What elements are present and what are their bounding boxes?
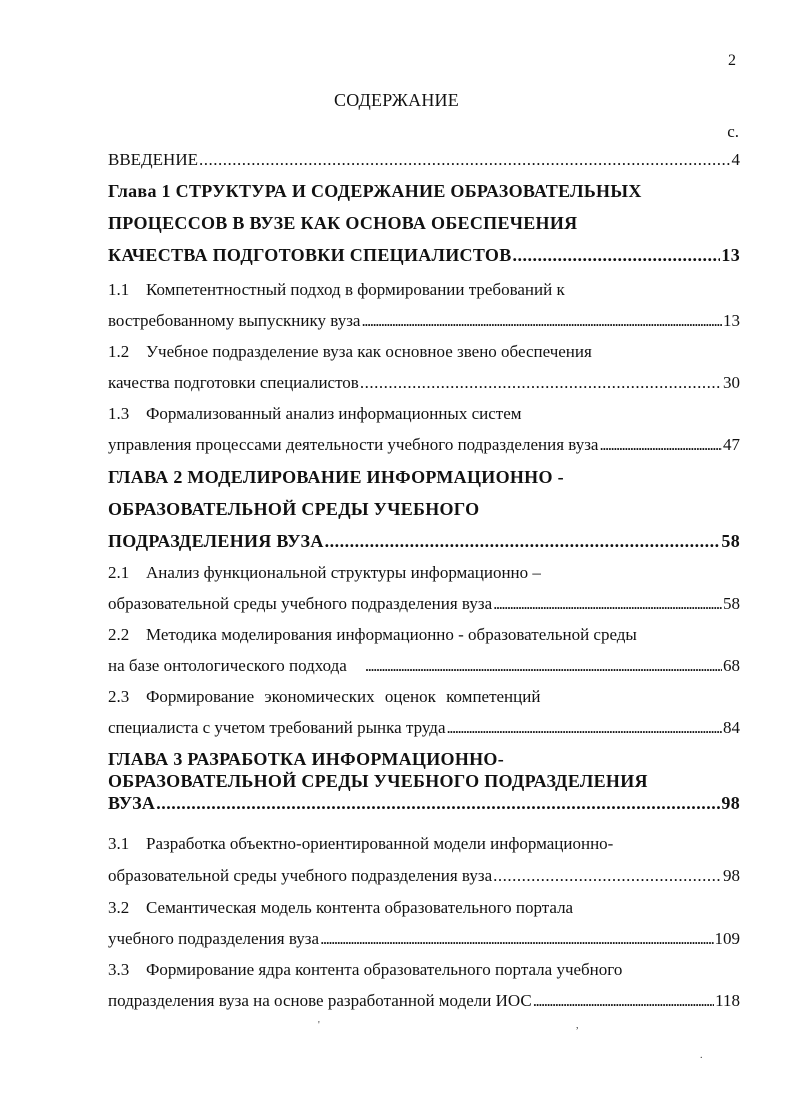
toc-entry-text: образовательной среды учебного подразделения вуза [108,866,493,885]
toc-entry-text: качества подготовки специалистов [108,373,359,392]
toc-entry-page: 109 [714,929,740,948]
toc-section-number: 1.3 [108,404,130,423]
toc-entry-page: 58 [721,531,740,551]
toc-entry-page: 84 [723,718,740,737]
toc-section-number: 2.3 [108,687,130,706]
toc-section-number: 2.1 [108,563,130,582]
toc-entry-text: Формирование экономических оценок компетенций [146,687,541,706]
toc-section [108,960,740,984]
toc-entry-text: Анализ функциональной структуры информационно – [146,563,541,582]
toc-entry-text: образовательной среды учебного подразделения вуза [108,594,493,613]
toc-entry-text: Методика моделирования информационно - образовательной среды [146,625,637,644]
toc-leader [156,793,720,814]
toc-leader [493,866,722,886]
toc-section [108,373,740,397]
toc-section-number: 3.2 [108,898,130,917]
toc-section [108,435,740,459]
toc-leader [360,373,722,393]
toc-entry-page: 30 [723,373,740,392]
toc-chapter-heading [108,771,740,795]
toc-entry-text: Формирование ядра контента образовательного портала учебного [146,960,623,979]
toc-chapter-heading [108,245,740,269]
toc-entry-text: Формализованный анализ информационных систем [146,404,522,423]
toc-entry-text: подразделения вуза на основе разработанной модели ИОС [108,991,532,1010]
toc-section [108,656,740,680]
toc-chapter-heading [108,499,740,523]
toc-chapter-heading [108,793,740,817]
toc-chapter-heading [108,531,740,555]
toc-leader [325,531,721,552]
toc-section [108,280,740,304]
toc-section-number: 1.1 [108,280,130,299]
toc-entry-page: 13 [721,245,740,265]
toc-section [108,866,740,890]
toc-entry-text: ВУЗА [108,793,156,813]
toc-leader [361,311,722,331]
toc-section [108,991,740,1015]
toc-entry-page: 68 [723,656,740,675]
toc-entry-text: управления процессами деятельности учебного подразделения вуза [108,435,599,454]
toc-entry-text: специалиста с учетом требований рынка труда [108,718,446,737]
toc-section-number: 2.2 [108,625,130,644]
toc-entry-text: учебного подразделения вуза [108,929,320,948]
toc-section [108,625,740,649]
toc-leader [513,245,721,266]
page-title: СОДЕРЖАНИЕ [334,90,459,110]
toc-entry-page: 118 [715,991,740,1010]
toc-section [108,594,740,618]
toc-section [108,687,740,711]
toc-entry-text: востребованному выпускнику вуза [108,311,361,330]
scan-speck: , [576,1020,579,1031]
toc-entry-text: ОБРАЗОВАТЕЛЬНОЙ СРЕДЫ УЧЕБНОГО [108,499,480,519]
toc-leader [599,435,722,455]
toc-entry-text: ГЛАВА 3 РАЗРАБОТКА ИНФОРМАЦИОННО- [108,749,505,769]
toc-entry-text: КАЧЕСТВА ПОДГОТОВКИ СПЕЦИАЛИСТОВ [108,245,512,265]
toc-section-number: 1.2 [108,342,130,361]
toc-section [108,342,740,366]
toc-entry-text: ПОДРАЗДЕЛЕНИЯ ВУЗА [108,531,324,551]
toc-section [108,898,740,922]
toc-entry-text: ОБРАЗОВАТЕЛЬНОЙ СРЕДЫ УЧЕБНОГО ПОДРАЗДЕЛЕНИЯ [108,771,648,791]
toc-entry-page: 98 [721,793,740,813]
toc-section [108,834,740,858]
toc-section-number: 3.1 [108,834,130,853]
toc-entry-text: ВВЕДЕНИЕ [108,150,198,169]
toc-entry-page: 98 [723,866,740,885]
toc-section [108,404,740,428]
toc-section [108,929,740,953]
toc-chapter-heading [108,181,740,205]
page-column-label: с. [727,122,739,141]
toc-entry-page: 47 [723,435,740,454]
toc-leader [365,656,722,676]
toc-chapter-heading [108,749,740,773]
toc-entry-page: 13 [723,311,740,330]
toc-entry-text: Разработка объектно-ориентированной модели информационно- [146,834,614,853]
toc-chapter-heading [108,467,740,491]
scan-speck: ' [318,1020,320,1031]
toc-entry-text: ГЛАВА 2 МОДЕЛИРОВАНИЕ ИНФОРМАЦИОННО - [108,467,564,487]
toc-leader [493,594,722,614]
toc-section [108,563,740,587]
toc-leader [533,991,714,1011]
toc-entry-text: Семантическая модель контента образовательного портала [146,898,574,917]
toc-entry-text: на базе онтологического подхода [108,656,347,675]
toc-chapter-heading [108,213,740,237]
toc-entry-text: Глава 1 СТРУКТУРА И СОДЕРЖАНИЕ ОБРАЗОВАТЕЛЬНЫХ [108,181,642,201]
toc-entry-page: 58 [723,594,740,613]
page-number: 2 [728,52,736,69]
scan-speck: . [700,1050,703,1061]
toc-leader [199,150,731,170]
toc-section-number: 3.3 [108,960,130,979]
toc-entry-text: ПРОЦЕССОВ В ВУЗЕ КАК ОСНОВА ОБЕСПЕЧЕНИЯ [108,213,578,233]
toc-entry [108,150,740,174]
toc-leader [447,718,723,738]
toc-entry-text: Учебное подразделение вуза как основное звено обеспечения [146,342,592,361]
toc-entry-page: 4 [731,150,740,169]
toc-section [108,311,740,335]
toc-section [108,718,740,742]
toc-leader [320,929,713,949]
toc-entry-text: Компетентностный подход в формировании требований к [146,280,565,299]
